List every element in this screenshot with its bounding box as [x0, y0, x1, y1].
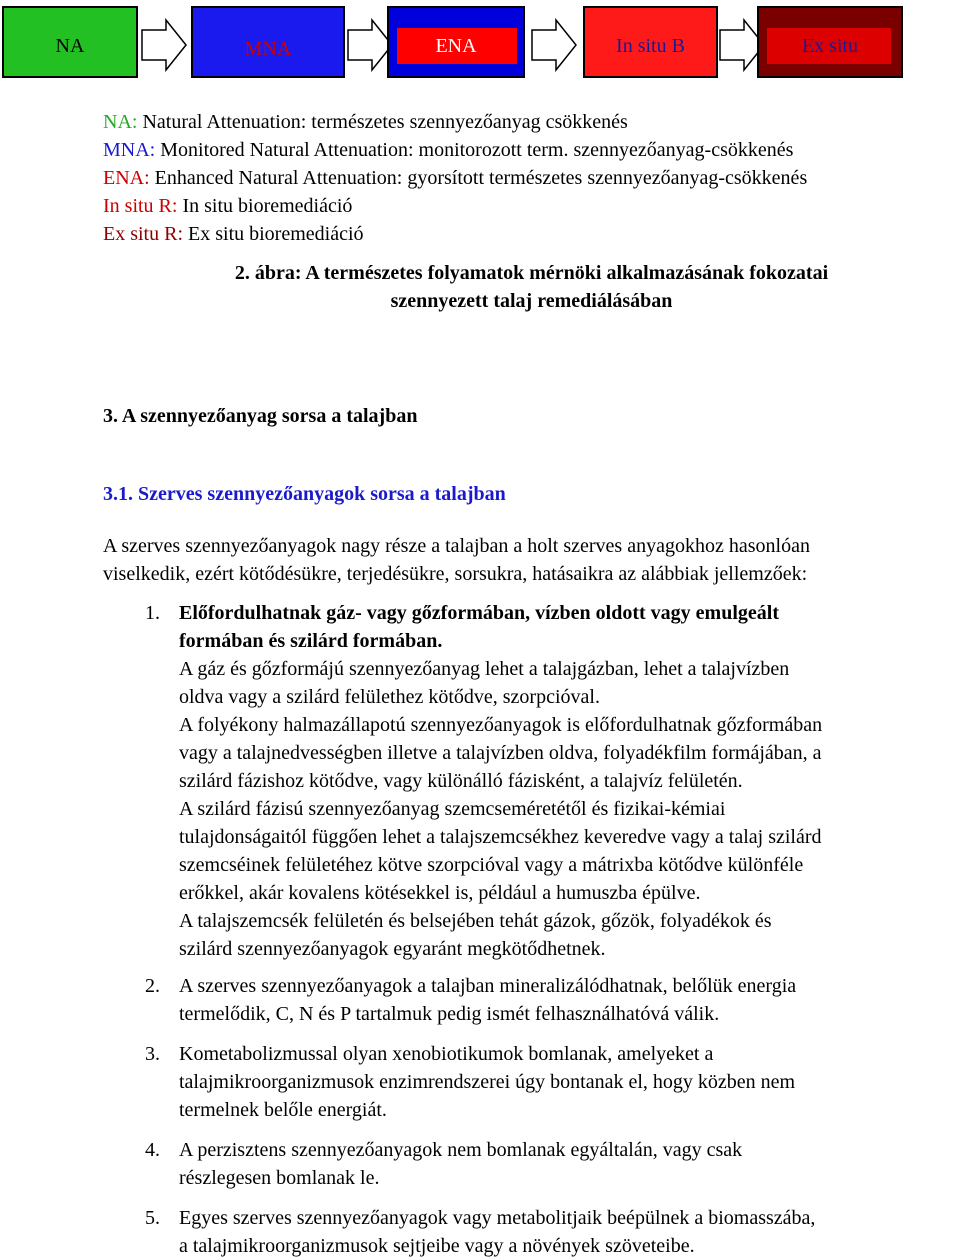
arrow-icon — [530, 18, 580, 72]
box-mna-label: MNA — [244, 38, 292, 60]
item-line: tulajdonságaitól függően lehet a talajszemcsékhez keveredve vagy a talaj szilárd — [179, 826, 822, 848]
legend-line — [103, 136, 793, 164]
item-line: A talajszemcsék felületén és belsejében tehát gázok, gőzök, folyadékok és — [179, 910, 772, 932]
legend-abbr: NA: — [103, 111, 138, 133]
box-ena-label: ENA — [435, 35, 477, 57]
figure-caption-line2: szennyezett talaj remediálásában — [390, 290, 673, 312]
item-line: A gáz és gőzformájú szennyezőanyag lehet a talajgázban, lehet a talajvízben — [179, 658, 790, 680]
item-line: A folyékony halmazállapotú szennyezőanyagok is előfordulhatnak gőzformában — [179, 714, 823, 736]
item-line: részlegesen bomlanak le. — [179, 1167, 380, 1189]
box-exsitu — [757, 6, 903, 78]
legend-abbr: MNA: — [103, 139, 156, 161]
box-exsitu-label: Ex situ — [801, 35, 859, 57]
legend-text: Natural Attenuation: természetes szennyezőanyag csökkenés — [142, 111, 628, 133]
list-number: 1. — [145, 602, 160, 624]
list-number: 5. — [145, 1207, 160, 1229]
legend-text: In situ bioremediáció — [182, 195, 353, 217]
list-item — [179, 1204, 960, 1260]
legend-line — [103, 164, 807, 192]
box-ena — [387, 6, 525, 78]
subsection-heading: 3.1. Szerves szennyezőanyagok sorsa a talajban — [103, 483, 506, 505]
legend-text: Monitored Natural Attenuation: monitorozott term. szennyezőanyag-csökkenés — [160, 139, 794, 161]
item-line: termelnek belőle energiát. — [179, 1099, 387, 1121]
legend-text: Enhanced Natural Attenuation: gyorsított természetes szennyezőanyag-csökkenés — [154, 167, 808, 189]
list-item — [179, 1136, 960, 1192]
item-line: a talajmikroorganizmusok sejtjeibe vagy a növények szöveteibe. — [179, 1235, 695, 1257]
legend-text: Ex situ bioremediáció — [188, 223, 364, 245]
figure-caption-line1: 2. ábra: A természetes folyamatok mérnöki alkalmazásának fokozatai — [234, 262, 829, 284]
box-na — [2, 6, 138, 78]
item-line: A szerves szennyezőanyagok a talajban mineralizálódhatnak, belőlük energia — [179, 975, 797, 997]
intro-line: A szerves szennyezőanyagok nagy része a talajban a holt szerves anyagokhoz hasonlóan — [103, 535, 810, 557]
arrow-icon — [140, 18, 190, 72]
legend-abbr: Ex situ R: — [103, 223, 184, 245]
list-item — [179, 1040, 960, 1124]
item-line: vagy a talajnedvességben illetve a talajvízben oldva, folyadékfilm formájában, a — [179, 742, 822, 764]
box-na-label: NA — [55, 35, 85, 57]
item-line: szilárd fázishoz kötődve, vagy különálló fázisként, a talajvíz felületén. — [179, 770, 743, 792]
list-number: 2. — [145, 975, 160, 997]
item-line: termelődik, C, N és P tartalmuk pedig ismét felhasználhatóvá válik. — [179, 1003, 720, 1025]
item-line: talajmikroorganizmusok enzimrendszerei úgy bontanak el, hogy közben nem — [179, 1071, 796, 1093]
legend-line — [103, 220, 364, 248]
item-bold-line: Előfordulhatnak gáz- vagy gőzformában, vízben oldott vagy emulgeált — [179, 602, 779, 624]
item-line: szemcséinek felületéhez kötve szorpcióval vagy a mátrixba kötődve különféle — [179, 854, 804, 876]
legend-line — [103, 108, 628, 136]
box-mna — [191, 6, 345, 78]
item-line: erőkkel, akár kovalens kötésekkel is, például a humuszba épülve. — [179, 882, 701, 904]
legend-abbr: ENA: — [103, 167, 150, 189]
list-number: 3. — [145, 1043, 160, 1065]
item-line: Kometabolizmussal olyan xenobiotikumok bomlanak, amelyeket a — [179, 1043, 714, 1065]
item-line: A szilárd fázisú szennyezőanyag szemcseméretétől és fizikai-kémiai — [179, 798, 726, 820]
item-line: szilárd szennyezőanyagok egyaránt megkötődhetnek. — [179, 938, 606, 960]
box-insitu-label: In situ B — [616, 35, 685, 57]
item-line: Egyes szerves szennyezőanyagok vagy metabolitjaik beépülnek a biomasszába, — [179, 1207, 816, 1229]
intro-line: viselkedik, ezért kötődésükre, terjedésükre, sorsukra, hatásaikra az alábbiak jellemzőek: — [103, 563, 808, 585]
legend-abbr: In situ R: — [103, 195, 178, 217]
item-line: A perzisztens szennyezőanyagok nem bomlanak egyáltalán, vagy csak — [179, 1139, 743, 1161]
section-heading: 3. A szennyezőanyag sorsa a talajban — [103, 405, 418, 427]
item-bold-line: formában és szilárd formában. — [179, 630, 443, 652]
list-number: 4. — [145, 1139, 160, 1161]
list-item — [179, 599, 960, 963]
list-item — [179, 972, 960, 1028]
legend-line — [103, 192, 352, 220]
item-line: oldva vagy a szilárd felülethez kötődve, szorpcióval. — [179, 686, 600, 708]
box-insitu — [583, 6, 718, 78]
